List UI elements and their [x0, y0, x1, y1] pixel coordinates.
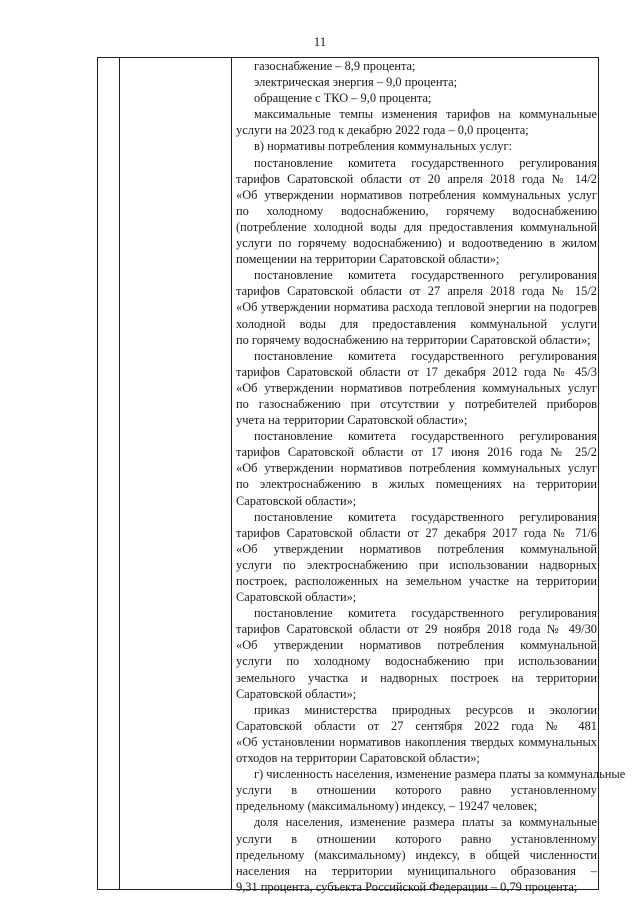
text-line: услуги на 2023 год к декабрю 2022 года – 0,0 процента;: [236, 123, 529, 138]
text-line: г) численность населения, изменение размера платы за коммунальные: [254, 767, 626, 782]
text-line: Саратовской области»;: [236, 686, 357, 701]
text-line: услуги по электроснабжению при использовании надворных: [236, 557, 597, 572]
text-line: тарифов Саратовской области от 27 апреля 2018 года № 15/2: [236, 284, 597, 299]
table-column-divider: [119, 58, 120, 889]
page-number: 11: [313, 34, 327, 49]
text-line: Саратовской области»;: [236, 590, 357, 605]
text-line: доля населения, изменение размера платы за коммунальные: [254, 815, 597, 830]
text-line: услуги в отношении которого равно установленному: [236, 831, 597, 846]
text-line: Саратовской области от 27 сентября 2022 года № 481: [236, 718, 597, 733]
text-line: Саратовской области»;: [236, 493, 357, 508]
text-line: населения на территории муниципального образования –: [236, 863, 597, 878]
text-line: постановление комитета государственного регулирования: [254, 348, 597, 363]
text-line: предельному (максимальному) индексу, в общей численности: [236, 847, 597, 862]
text-line: максимальные темпы изменения тарифов на коммунальные: [254, 107, 597, 122]
table-cell-text: [236, 58, 626, 895]
document-table: [97, 57, 626, 894]
text-line: земельного участка и надворных построек на территории: [236, 670, 597, 685]
text-line: «Об утверждении нормативов потребления коммунальных услуг: [236, 187, 597, 202]
text-line: «Об утверждении нормативов потребления коммунальных услуг: [236, 380, 597, 395]
text-line: (потребление холодной воды для предоставления коммунальной: [236, 219, 597, 234]
text-line: услуги по горячему водоснабжению) и водоотведению в жилом: [236, 236, 597, 251]
text-line: услуги по холодному водоснабжению при использовании: [236, 654, 597, 669]
text-line: постановление комитета государственного регулирования: [254, 606, 597, 621]
text-line: приказ министерства природных ресурсов и экологии: [254, 702, 597, 717]
text-line: 9,31 процента, субъекта Российской Федерации – 0,79 процента;: [236, 879, 578, 894]
text-line: в) нормативы потребления коммунальных услуг:: [254, 139, 512, 154]
text-line: холодной воды для предоставления коммунальной услуги: [236, 316, 597, 331]
text-line: газоснабжение – 8,9 процента;: [254, 59, 416, 73]
text-line: постановление комитета государственного регулирования: [254, 268, 597, 283]
text-line: постановление комитета государственного регулирования: [254, 155, 597, 170]
text-line: «Об утверждении нормативов потребления коммунальных услуг: [236, 461, 597, 476]
text-line: постановление комитета государственного регулирования: [254, 509, 597, 524]
text-line: «Об утверждении норматива расхода тепловой энергии на подогрев: [236, 300, 597, 315]
text-line: постановление комитета государственного регулирования: [254, 429, 597, 444]
text-line: «Об установлении нормативов накопления твердых коммунальных: [236, 734, 597, 749]
text-line: учета на территории Саратовской области»;: [236, 413, 468, 428]
text-line: тарифов Саратовской области от 27 декабря 2017 года № 71/6: [236, 525, 597, 540]
text-line: «Об утверждении нормативов потребления коммунальной: [236, 541, 597, 556]
text-line: электрическая энергия – 9,0 процента;: [254, 75, 458, 90]
text-line: по электроснабжению в жилых помещениях на территории: [236, 477, 597, 492]
text-line: услуги в отношении которого равно установленному: [236, 783, 597, 798]
text-line: тарифов Саратовской области от 17 июня 2016 года № 25/2: [236, 445, 597, 460]
text-line: тарифов Саратовской области от 29 ноября 2018 года № 49/30: [236, 622, 597, 637]
text-line: по газоснабжению при отсутствии у потребителей приборов: [236, 396, 597, 411]
text-line: тарифов Саратовской области от 17 декабря 2012 года № 45/3: [236, 364, 597, 379]
text-line: предельному (максимальному) индексу, – 19247 человек;: [236, 799, 538, 814]
text-line: «Об утверждении нормативов потребления коммунальной: [236, 638, 597, 653]
text-line: по горячему водоснабжению на территории Саратовской области»;: [236, 332, 591, 347]
text-line: помещении на территории Саратовской области»;: [236, 252, 500, 267]
table-column-divider: [231, 58, 232, 889]
text-line: отходов на территории Саратовской области»;: [236, 751, 480, 766]
text-line: обращение с ТКО – 9,0 процента;: [254, 91, 432, 106]
text-line: по холодному водоснабжению, горячему водоснабжению: [236, 203, 597, 218]
text-line: тарифов Саратовской области от 20 апреля 2018 года № 14/2: [236, 171, 597, 186]
text-line: построек, расположенных на земельном участке на территории: [236, 574, 597, 588]
